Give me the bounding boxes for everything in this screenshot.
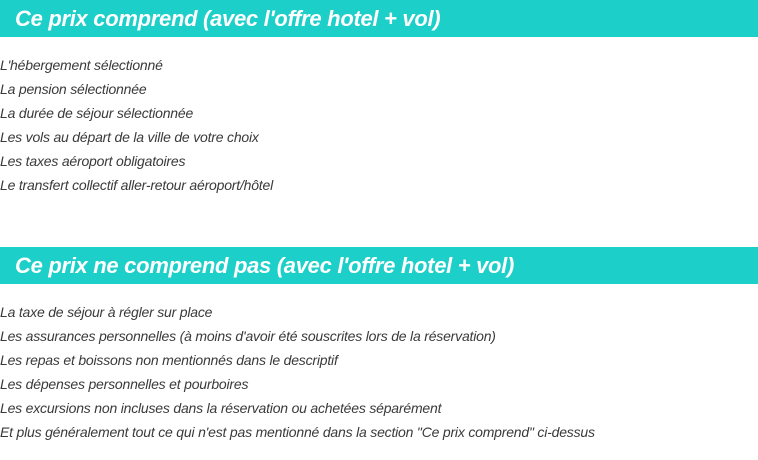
includes-list — [0, 53, 273, 197]
excludes-list-item: Les assurances personnelles (à moins d'avoir été souscrites lors de la réservation) — [0, 328, 496, 344]
includes-section-title: Ce prix comprend (avec l'offre hotel + vol) — [15, 6, 441, 31]
includes-list-item: Le transfert collectif aller-retour aéroport/hôtel — [0, 177, 273, 193]
excludes-list-item: Les repas et boissons non mentionnés dans le descriptif — [0, 352, 338, 368]
excludes-list-item: Et plus généralement tout ce qui n'est pas mentionné dans la section "Ce prix comprend" ci-dessus — [0, 424, 595, 440]
excludes-list-item: Les excursions non incluses dans la réservation ou achetées séparément — [0, 400, 442, 416]
excludes-section-title: Ce prix ne comprend pas (avec l'offre hotel + vol) — [15, 253, 515, 278]
includes-list-item: La pension sélectionnée — [0, 81, 147, 97]
excludes-list-item: Les dépenses personnelles et pourboires — [0, 376, 249, 392]
excludes-section-header — [0, 247, 758, 284]
includes-list-item: La durée de séjour sélectionnée — [0, 105, 194, 121]
includes-list-item: Les taxes aéroport obligatoires — [0, 153, 186, 169]
includes-list-item: Les vols au départ de la ville de votre choix — [0, 129, 259, 145]
excludes-list-item: La taxe de séjour à régler sur place — [0, 304, 213, 320]
includes-list-item: L'hébergement sélectionné — [0, 57, 163, 73]
excludes-list — [0, 300, 595, 444]
includes-section-header — [0, 0, 758, 37]
